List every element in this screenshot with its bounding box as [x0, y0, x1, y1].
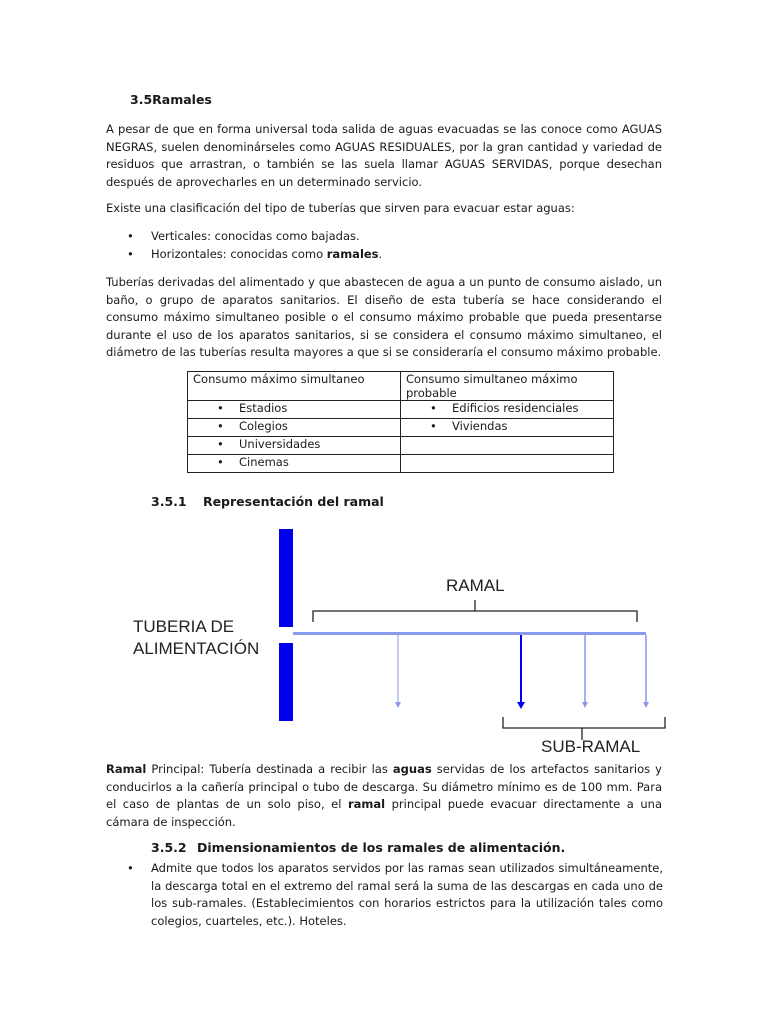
supply-label-line1: TUBERIA DE [133, 617, 235, 636]
subsection-heading: 3.5.1 Representación del ramal [151, 494, 384, 509]
table-cell: • Cinemas [193, 455, 395, 469]
table-cell: • Estadios [193, 401, 395, 415]
table-cell: • Edificios residenciales [406, 401, 608, 415]
consumption-table [187, 371, 614, 473]
table-cell: • Viviendas [406, 419, 608, 433]
list-item: • Admite que todos los aparatos servidos por las ramas sean utilizados simultáneamente, la descarga total en el extremo del ramal será la suma de las descargas en cada uno de los sub-ramales. (Establecimientos con horarios estrictos para la utilización tales como colegios, cuarteles, etc.). Hoteles. [127, 860, 663, 930]
main-pipe-bottom [279, 643, 293, 721]
ramal-paragraph: Ramal Principal: Tubería destinada a recibir las aguas servidas de los artefactos sanitarios y conducirlos a la cañería principal o tubo de descarga. Su diámetro mínimo es de 100 mm. Para el caso de plantas de un solo piso, el ramal principal puede evacuar directamente a una cámara de inspección. [106, 762, 662, 829]
subramal-label: SUB-RAMAL [541, 737, 641, 756]
sizing-list [127, 860, 663, 930]
ramal-bracket [313, 600, 637, 622]
table-header: Consumo simultaneo máximo probable [401, 372, 614, 401]
table-row [188, 419, 614, 437]
pipe-type-list [127, 227, 667, 263]
table-cell: • Colegios [193, 419, 395, 433]
section-heading: 3.5Ramales [130, 92, 212, 107]
classification-sentence: Existe una clasificación del tipo de tuberías que sirven para evacuar estar aguas: [106, 201, 575, 215]
main-pipe-top [279, 529, 293, 627]
supply-label-line2: ALIMENTACIÓN [133, 639, 260, 658]
sub-branch-arrow-4 [643, 702, 649, 708]
ramal-diagram [0, 520, 768, 760]
intro-paragraph: A pesar de que en forma universal toda salida de aguas evacuadas se las conoce como AGUAS NEGRAS, suelen denominárseles como AGUAS RESIDUALES, por la gran cantidad y variedad de residuos que arrastran, o también se las suela llamar AGUAS SERVIDAS, porque desechan después de aprovecharles en un determinado servicio. [106, 122, 662, 189]
list-item: • Horizontales: conocidas como ramales. [127, 245, 667, 263]
table-header-row [188, 372, 614, 401]
sub-branch-arrow-1 [395, 702, 401, 708]
derived-paragraph: Tuberías derivadas del alimentado y que abastecen de agua a un punto de consumo aislado, un baño, o grupo de aparatos sanitarios. El diseño de esta tubería se hace considerando el consumo máximo simultaneo posible o el consumo máximo probable que pueda presentarse durante el uso de los aparatos sanitarios, si se considera el consumo máximo simultaneo, el diámetro de las tuberías resulta mayores a que si se consideraría el consumo máximo probable. [106, 275, 662, 359]
table-row [188, 455, 614, 473]
table-cell: • Universidades [193, 437, 395, 451]
sub-branch-arrow-2 [517, 702, 525, 709]
table-row [188, 401, 614, 419]
branch-pipe [293, 632, 646, 635]
table-header: Consumo máximo simultaneo [188, 372, 401, 401]
subsection-heading-2: 3.5.2 Dimensionamientos de los ramales de alimentación. [151, 840, 566, 855]
ramal-label: RAMAL [446, 576, 505, 595]
table-row [188, 437, 614, 455]
list-item: • Verticales: conocidas como bajadas. [127, 227, 667, 245]
sub-branch-arrow-3 [582, 702, 588, 708]
